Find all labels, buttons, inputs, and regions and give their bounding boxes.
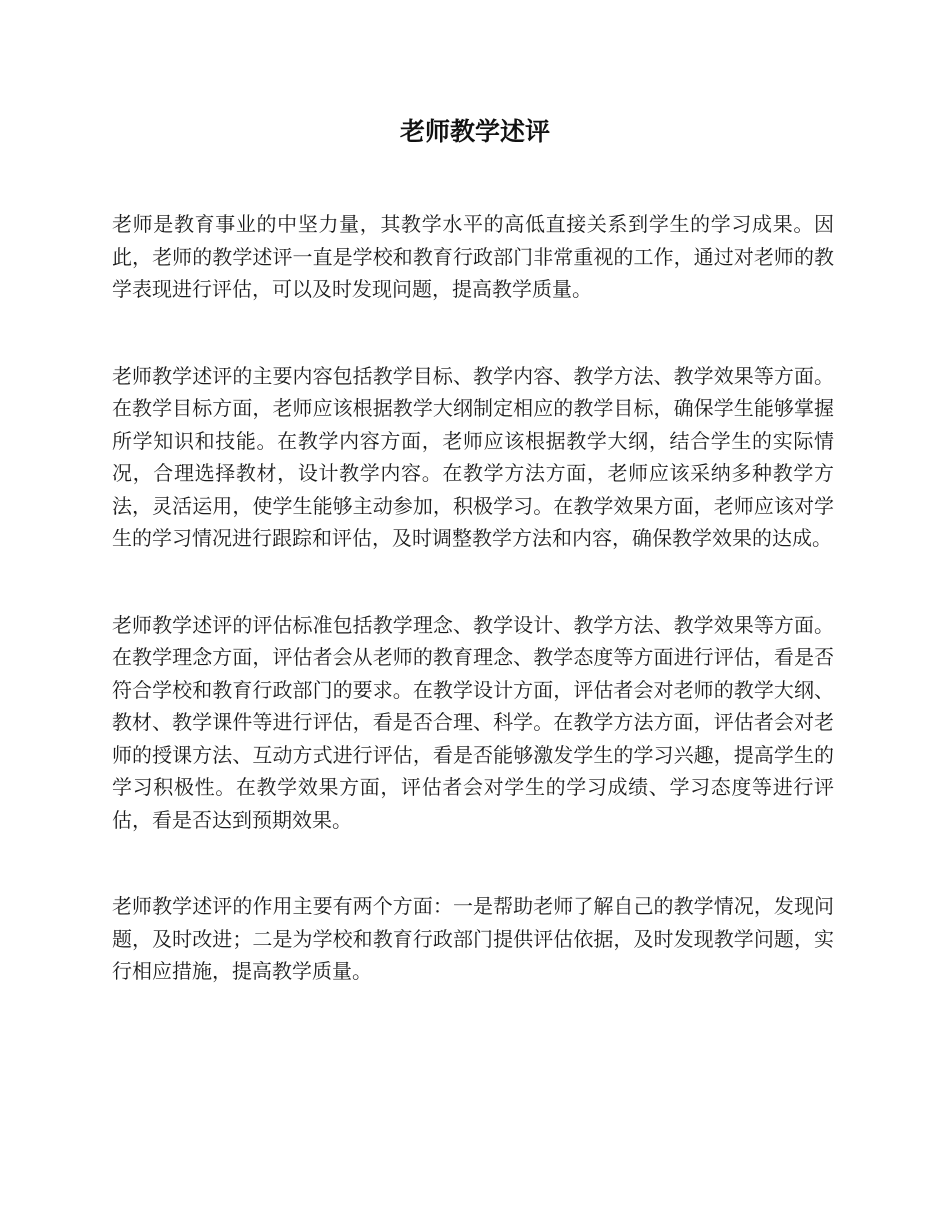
paragraph-criteria: 老师教学述评的评估标准包括教学理念、教学设计、教学方法、教学效果等方面。在教学理念方面，评估者会从老师的教育理念、教学态度等方面进行评估，看是否符合学校和教育行政部门的要求。在教学设计方面，评估者会对老师的教学大纲、教材、教学课件等进行评估，看是否合理、科学。在教学方法方面，评估者会对老师的授课方法、互动方式进行评估，看是否能够激发学生的学习兴趣，提高学生的学习积极性。在教学效果方面，评估者会对学生的学习成绩、学习态度等进行评估，看是否达到预期效果。 (112, 612, 834, 832)
document-body (112, 208, 834, 1042)
paragraph-purpose: 老师教学述评的作用主要有两个方面：一是帮助老师了解自己的教学情况，发现问题，及时改进；二是为学校和教育行政部门提供评估依据，及时发现教学问题，实行相应措施，提高教学质量。 (112, 894, 834, 983)
document-title: 老师教学述评 (399, 117, 550, 146)
paragraph-content: 老师教学述评的主要内容包括教学目标、教学内容、教学方法、教学效果等方面。在教学目标方面，老师应该根据教学大纲制定相应的教学目标，确保学生能够掌握所学知识和技能。在教学内容方面，老师应该根据教学大纲，结合学生的实际情况，合理选择教材，设计教学内容。在教学方法方面，老师应该采纳多种教学方法，灵活运用，使学生能够主动参加，积极学习。在教学效果方面，老师应该对学生的学习情况进行跟踪和评估，及时调整教学方法和内容，确保教学效果的达成。 (112, 363, 834, 550)
paragraph-intro: 老师是教育事业的中坚力量，其教学水平的高低直接关系到学生的学习成果。因此，老师的教学述评一直是学校和教育行政部门非常重视的工作，通过对老师的教学表现进行评估，可以及时发现问题，提高教学质量。 (112, 212, 834, 301)
